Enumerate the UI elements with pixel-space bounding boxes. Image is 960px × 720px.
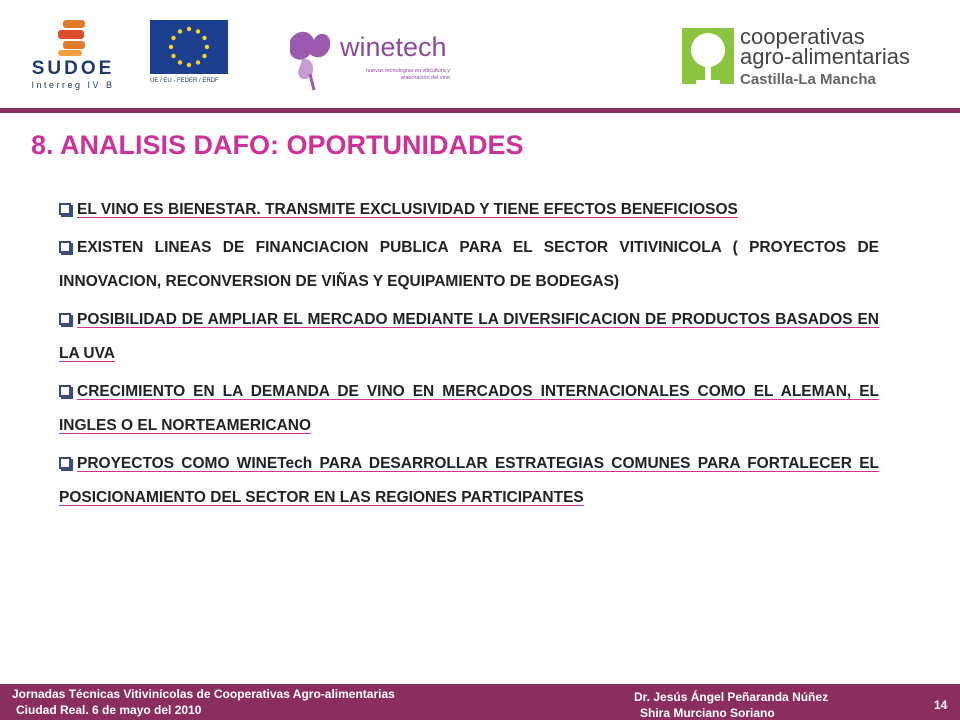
eu-caption: UE / EU - FEDER / ERDF: [150, 78, 219, 84]
sudoe-emblem-icon: [18, 18, 128, 58]
list-item: [59, 193, 879, 227]
cooperativas-emblem-icon: [682, 28, 738, 92]
bullet-text: PROYECTOS COMO WINETech PARA DESARROLLAR ESTRATEGIAS COMUNES PARA FORTALECER EL POSICIONAMIENTO DEL SECTOR EN LAS REGIONES PARTICIPANTES: [59, 455, 879, 506]
cooperativas-logo: [680, 24, 950, 94]
bullet-text: EL VINO ES BIENESTAR. TRANSMITE EXCLUSIVIDAD Y TIENE EFECTOS BENEFICIOSOS: [77, 201, 738, 218]
bullet-text: EXISTEN LINEAS DE FINANCIACION PUBLICA PARA EL SECTOR VITIVINICOLA ( PROYECTOS DE INNOVACION, RECONVERSION DE VIÑAS Y EQUIPAMIENTO DE BODEGAS): [59, 239, 879, 290]
list-item: [59, 231, 879, 299]
list-item: [59, 375, 879, 443]
winetech-wordmark: winetech: [340, 32, 447, 62]
bullet-list: [59, 193, 879, 519]
sudoe-wordmark: SUDOE: [31, 58, 115, 79]
eu-flag-icon: [150, 20, 228, 74]
logo-header: [0, 0, 960, 108]
cooperativas-line1: cooperativas: [740, 24, 865, 49]
checkbox-bullet-icon: [59, 457, 71, 469]
eu-logo: [150, 20, 230, 100]
list-item: [59, 447, 879, 515]
checkbox-bullet-icon: [59, 313, 71, 325]
grape-leaf-icon: [280, 20, 340, 95]
checkbox-bullet-icon: [59, 241, 71, 253]
footer-band: [0, 684, 960, 720]
footer-author-line1: Dr. Jesús Ángel Peñaranda Núñez: [634, 690, 829, 704]
checkbox-bullet-icon: [59, 203, 71, 215]
checkbox-bullet-icon: [59, 385, 71, 397]
footer-event-line2: Ciudad Real. 6 de mayo del 2010: [16, 703, 202, 717]
slide-title: 8. ANALISIS DAFO: OPORTUNIDADES: [31, 130, 524, 160]
cooperativas-line3: Castilla-La Mancha: [740, 71, 876, 88]
winetech-tagline: nuevas tecnologías en viticultura y elaboración del vino: [365, 68, 450, 81]
sudoe-subtitle: Interreg IV B: [31, 80, 115, 90]
footer-event-line1: Jornadas Técnicas Vitivinícolas de Cooperativas Agro-alimentarias: [12, 687, 395, 701]
cooperativas-line2: agro-alimentarias: [740, 44, 910, 69]
winetech-logo: [280, 18, 450, 98]
bullet-text: CRECIMIENTO EN LA DEMANDA DE VINO EN MERCADOS INTERNACIONALES COMO EL ALEMAN, EL INGLES O EL NORTEAMERICANO: [59, 383, 879, 434]
bullet-text: POSIBILIDAD DE AMPLIAR EL MERCADO MEDIANTE LA DIVERSIFICACION DE PRODUCTOS BASADOS EN LA UVA: [59, 311, 879, 362]
header-divider: [0, 108, 960, 113]
page-number: 14: [934, 698, 948, 712]
footer-author-line2: Shira Murciano Soriano: [640, 706, 775, 720]
list-item: [59, 303, 879, 371]
sudoe-logo: [18, 18, 128, 88]
